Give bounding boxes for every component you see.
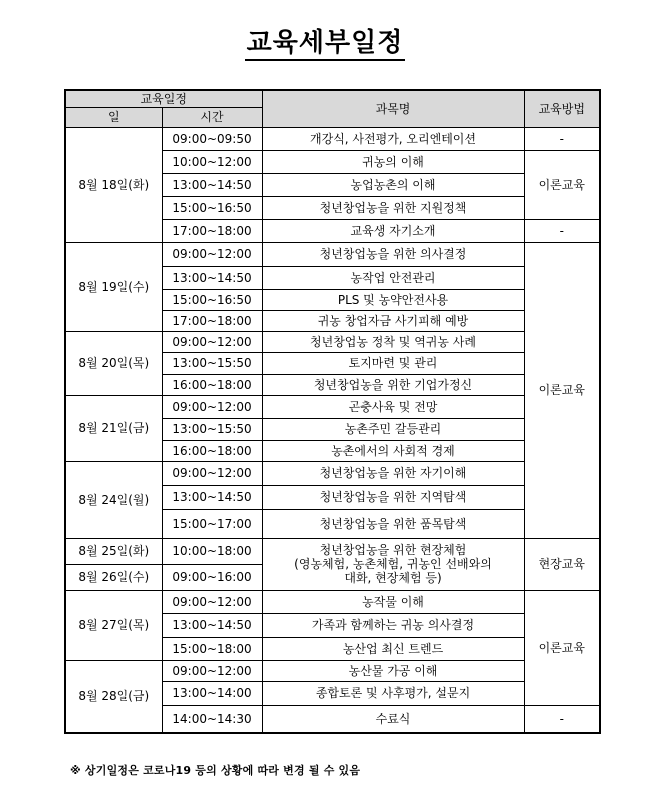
time-cell: 16:00~18:00 xyxy=(162,374,262,395)
subject-cell: 농촌주민 갈등관리 xyxy=(262,418,524,440)
subject-cell: 농산업 최신 트렌드 xyxy=(262,637,524,660)
schedule-table xyxy=(64,89,601,734)
time-cell: 13:00~15:50 xyxy=(162,418,262,440)
subject-cell xyxy=(262,538,524,590)
date-cell: 8월 27일(목) xyxy=(65,590,162,660)
table-row xyxy=(65,538,600,564)
subject-cell: 곤충사육 및 전망 xyxy=(262,395,524,418)
date-cell: 8월 20일(목) xyxy=(65,331,162,395)
subject-cell: 교육생 자기소개 xyxy=(262,219,524,242)
method-cell: - xyxy=(524,219,600,242)
subject-cell: 청년창업농을 위한 지역탐색 xyxy=(262,485,524,509)
table-row xyxy=(65,461,600,485)
subject-cell: 토지마련 및 관리 xyxy=(262,352,524,374)
subject-cell: 농작물 이해 xyxy=(262,590,524,613)
subject-cell: 농촌에서의 사회적 경제 xyxy=(262,440,524,461)
subject-cell: 귀농 창업자금 사기피해 예방 xyxy=(262,310,524,331)
method-cell: 이론교육 xyxy=(524,150,600,219)
header-method: 교육방법 xyxy=(524,90,600,127)
time-cell: 09:00~12:00 xyxy=(162,461,262,485)
table-row xyxy=(65,590,600,613)
table-row xyxy=(65,660,600,681)
header-day: 일 xyxy=(65,107,162,127)
subject-cell: 귀농의 이해 xyxy=(262,150,524,173)
time-cell: 15:00~18:00 xyxy=(162,637,262,660)
date-cell: 8월 26일(수) xyxy=(65,564,162,590)
time-cell: 13:00~14:50 xyxy=(162,485,262,509)
subject-cell: 종합토론 및 사후평가, 설문지 xyxy=(262,681,524,705)
subject-line xyxy=(294,543,492,585)
subject-cell: 수료식 xyxy=(262,705,524,733)
subject-cell: 청년창업농을 위한 품목탐색 xyxy=(262,509,524,538)
method-cell: - xyxy=(524,705,600,733)
subject-cell: 청년창업농을 위한 지원정책 xyxy=(262,196,524,219)
subject-cell: 농작업 안전관리 xyxy=(262,266,524,289)
time-cell: 09:00~12:00 xyxy=(162,242,262,266)
document-title-text: 교육세부일정 xyxy=(245,28,406,61)
header-time: 시간 xyxy=(162,107,262,127)
time-cell: 09:00~12:00 xyxy=(162,660,262,681)
subject-cell: 청년창업농 정착 및 역귀농 사례 xyxy=(262,331,524,352)
date-cell: 8월 18일(화) xyxy=(65,127,162,242)
time-cell: 09:00~12:00 xyxy=(162,331,262,352)
time-cell: 15:00~16:50 xyxy=(162,289,262,310)
time-cell: 17:00~18:00 xyxy=(162,219,262,242)
time-cell: 15:00~17:00 xyxy=(162,509,262,538)
method-cell: 이론교육 xyxy=(524,242,600,538)
method-cell: - xyxy=(524,127,600,150)
subject-line-text: 대화, 현장체험 등) xyxy=(344,571,442,585)
document-title xyxy=(0,22,650,59)
header-subject: 과목명 xyxy=(262,90,524,127)
time-cell: 16:00~18:00 xyxy=(162,440,262,461)
date-cell: 8월 21일(금) xyxy=(65,395,162,461)
time-cell: 10:00~12:00 xyxy=(162,150,262,173)
time-cell: 17:00~18:00 xyxy=(162,310,262,331)
time-cell: 09:00~12:00 xyxy=(162,395,262,418)
time-cell: 13:00~14:00 xyxy=(162,681,262,705)
time-cell: 09:00~09:50 xyxy=(162,127,262,150)
date-cell: 8월 24일(월) xyxy=(65,461,162,538)
time-cell: 15:00~16:50 xyxy=(162,196,262,219)
time-cell: 09:00~16:00 xyxy=(162,564,262,590)
time-cell: 10:00~18:00 xyxy=(162,538,262,564)
subject-cell: 개강식, 사전평가, 오리엔테이션 xyxy=(262,127,524,150)
subject-line-text: 청년창업농을 위한 현장체험 xyxy=(319,543,467,557)
subject-cell: 가족과 함께하는 귀농 의사결정 xyxy=(262,613,524,637)
method-cell: 이론교육 xyxy=(524,590,600,705)
footnote: ※ 상기일정은 코로나19 등의 상황에 따라 변경 될 수 있음 xyxy=(70,764,361,777)
subject-cell: PLS 및 농약안전사용 xyxy=(262,289,524,310)
subject-cell: 농업농촌의 이해 xyxy=(262,173,524,196)
table-row xyxy=(65,331,600,352)
table-row xyxy=(65,127,600,150)
subject-cell: 청년창업농을 위한 기업가정신 xyxy=(262,374,524,395)
time-cell: 14:00~14:30 xyxy=(162,705,262,733)
date-cell: 8월 25일(화) xyxy=(65,538,162,564)
subject-line-text: (영농체험, 농촌체험, 귀농인 선배와의 xyxy=(294,557,492,571)
time-cell: 13:00~15:50 xyxy=(162,352,262,374)
date-cell: 8월 19일(수) xyxy=(65,242,162,331)
time-cell: 13:00~14:50 xyxy=(162,613,262,637)
table-row xyxy=(65,242,600,266)
subject-cell: 청년창업농을 위한 자기이해 xyxy=(262,461,524,485)
table-row xyxy=(65,395,600,418)
subject-cell: 농산물 가공 이해 xyxy=(262,660,524,681)
subject-cell: 청년창업농을 위한 의사결정 xyxy=(262,242,524,266)
time-cell: 13:00~14:50 xyxy=(162,173,262,196)
time-cell: 09:00~12:00 xyxy=(162,590,262,613)
time-cell: 13:00~14:50 xyxy=(162,266,262,289)
date-cell: 8월 28일(금) xyxy=(65,660,162,733)
method-cell: 현장교육 xyxy=(524,538,600,590)
header-schedule: 교육일정 xyxy=(65,90,262,107)
